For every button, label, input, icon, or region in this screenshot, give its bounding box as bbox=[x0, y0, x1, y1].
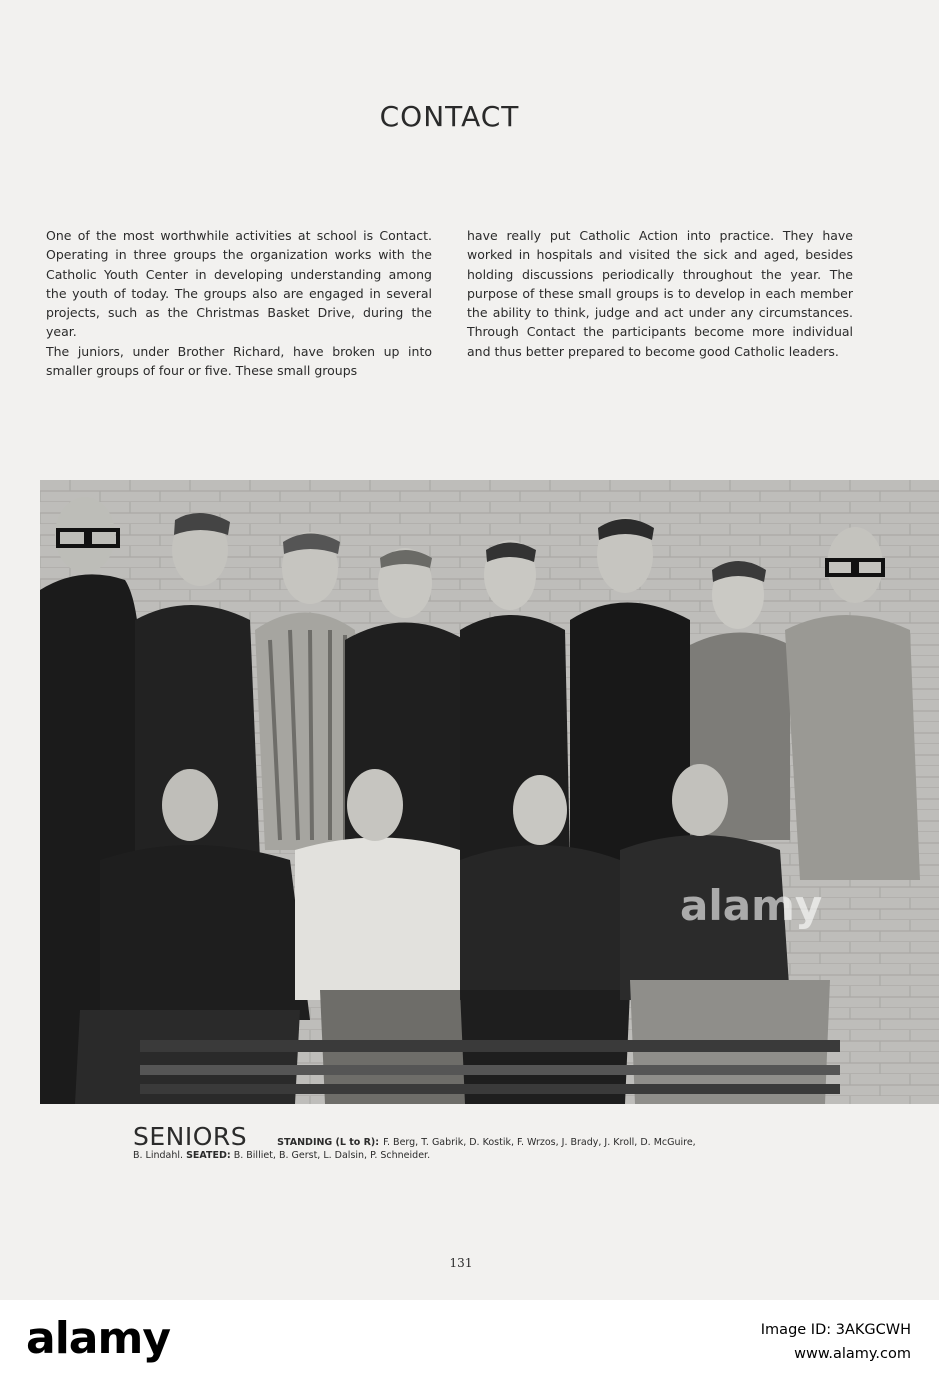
brand-logo: alamy bbox=[26, 1313, 170, 1364]
paragraph-3: have really put Catholic Action into practice. They have worked in hospitals and visited the sick and aged, besides holding discussions periodically throughout the year. The purpose of these small groups is to develop in each member the ability to think, judge and act under any circumstances. Through Contact the participants become more individual and thus better prepared to become good Catholic leaders. bbox=[467, 228, 853, 359]
photo-caption bbox=[133, 1124, 773, 1161]
text-column-right bbox=[467, 226, 853, 361]
image-id: Image ID: 3AKGCWH bbox=[760, 1322, 911, 1338]
seated-names: B. Billiet, B. Gerst, L. Dalsin, P. Schneider. bbox=[233, 1150, 431, 1161]
group-photo bbox=[40, 480, 939, 1104]
page-title: CONTACT bbox=[379, 100, 520, 133]
standing-names-cont: B. Lindahl. bbox=[133, 1150, 184, 1161]
caption-heading: SENIORS bbox=[133, 1122, 248, 1151]
watermark-text: alamy bbox=[680, 881, 823, 930]
group-photo-illustration bbox=[40, 480, 939, 1104]
site-url[interactable]: www.alamy.com bbox=[794, 1346, 911, 1362]
text-column-left bbox=[46, 226, 432, 380]
paragraph-1: One of the most worthwhile activities at school is Contact. Operating in three groups the organization works with the Catholic Youth Center in developing understanding among the youth of today. The groups also are engaged in several projects, such as the Christmas Basket Drive, during the year. bbox=[46, 228, 432, 340]
paragraph-2: The juniors, under Brother Richard, have broken up into smaller groups of four or five. These small groups bbox=[46, 343, 432, 379]
standing-names: F. Berg, T. Gabrik, D. Kostik, F. Wrzos, J. Brady, J. Kroll, D. McGuire, bbox=[383, 1137, 696, 1148]
seated-label: SEATED: bbox=[186, 1150, 231, 1161]
standing-label: STANDING (L to R): bbox=[277, 1137, 380, 1148]
page-number: 131 bbox=[449, 1256, 473, 1270]
